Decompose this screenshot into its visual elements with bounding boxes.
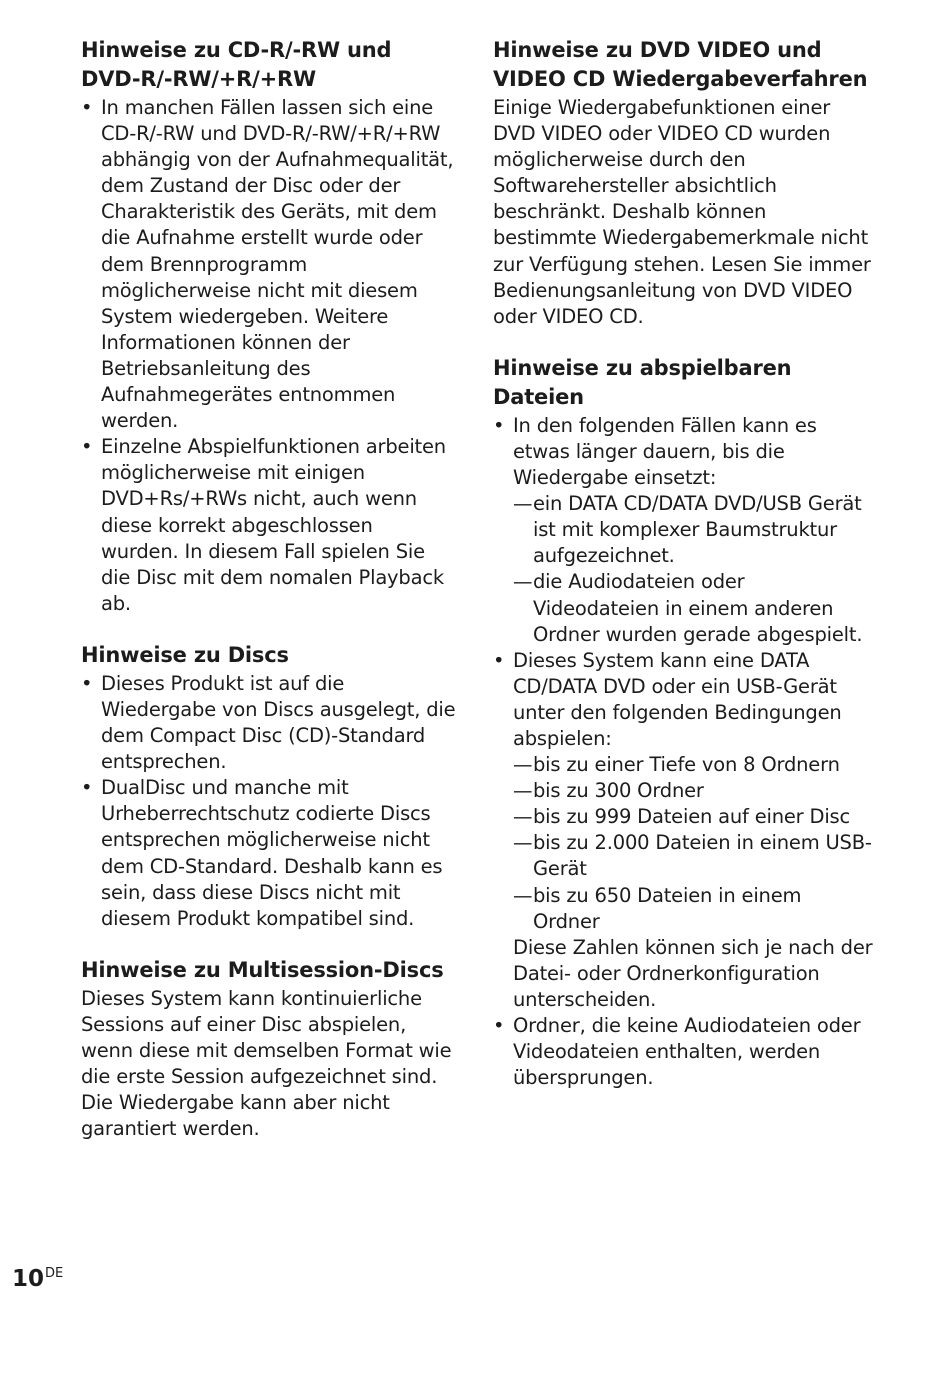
list-item-text: Dieses System kann eine DATA CD/DATA DVD oder ein USB-Gerät unter den folgenden Bedingungen abspielen: <box>513 648 842 750</box>
dash-item <box>513 778 873 804</box>
dash-item-text: bis zu 300 Ordner <box>533 779 704 803</box>
bullet-list <box>81 95 456 617</box>
dash-marker: — <box>513 753 533 777</box>
list-item-text: Dieses Produkt ist auf die Wiedergabe von Discs ausgelegt, die dem Compact Disc (CD)-Standard entsprechen. <box>101 671 456 774</box>
list-item-text: DualDisc und manche mit Urheberrechtschutz codierte Discs entsprechen möglicherweise nicht dem CD-Standard. Deshalb kann es sein, dass diese Discs nicht mit diesem Produkt kompatibel sind. <box>101 776 443 930</box>
dash-marker: — <box>513 883 533 907</box>
list-item <box>81 95 456 434</box>
left-column <box>81 36 456 1166</box>
bullet-marker: • <box>81 96 93 119</box>
section-discs <box>81 641 456 932</box>
bullet-marker: • <box>81 671 93 695</box>
bullet-marker: • <box>493 413 505 437</box>
list-item <box>81 775 456 932</box>
page-number-suffix: DE <box>45 1266 64 1281</box>
list-item-text: In manchen Fällen lassen sich eine CD-R/-RW und DVD-R/-RW/+R/+RW abhängig von der Aufnahmequalität, dem Zustand der Disc oder der Charakteristik des Geräts, mit dem die Aufnahme erstellt wurde oder dem Brennprogramm möglicherweise nicht mit diesem System wiedergeben. Weitere Informationen können der Betriebsanleitung des Aufnahmegerätes entnommen werden. <box>101 96 454 433</box>
section-multisession <box>81 956 456 1143</box>
dash-marker: — <box>513 779 533 803</box>
dash-item <box>513 830 873 882</box>
right-column <box>493 36 873 1115</box>
section-heading: Hinweise zu Discs <box>81 642 289 667</box>
list-item-text: Ordner, die keine Audiodateien oder Videodateien enthalten, werden übersprungen. <box>513 1014 861 1090</box>
dash-item-text: ein DATA CD/DATA DVD/USB Gerät ist mit komplexer Baumstruktur aufgezeichnet. <box>533 492 862 568</box>
dash-marker: — <box>513 570 533 594</box>
dash-item-text: bis zu einer Tiefe von 8 Ordnern <box>533 753 840 777</box>
section-heading: Hinweise zu CD-R/-RW und DVD-R/-RW/+R/+RW <box>81 38 392 91</box>
page-number-value: 10 <box>12 1266 45 1292</box>
dash-list <box>513 752 873 935</box>
list-item-text: Einzelne Abspielfunktionen arbeiten möglicherweise mit einigen DVD+Rs/+RWs nicht, auch wenn diese korrekt abgeschlossen wurden. In diesem Fall spielen Sie die Disc mit dem nomalen Playback ab. <box>101 435 446 615</box>
dash-item <box>513 491 873 569</box>
page-number <box>12 1266 63 1292</box>
dash-item <box>513 883 873 935</box>
dash-marker: — <box>513 492 533 516</box>
list-item <box>493 413 873 648</box>
bullet-list <box>493 413 873 1091</box>
dash-item-text: bis zu 650 Dateien in einem Ordner <box>533 883 802 933</box>
section-heading: Hinweise zu Multisession-Discs <box>81 957 444 982</box>
list-item-text: In den folgenden Fällen kann es etwas länger dauern, bis die Wiedergabe einsetzt: <box>513 413 817 490</box>
list-item <box>493 648 873 1013</box>
dash-marker: — <box>513 831 533 855</box>
dash-item-text: die Audiodateien oder Videodateien in einem anderen Ordner wurden gerade abgespielt. <box>533 570 863 646</box>
list-item <box>493 1013 873 1091</box>
section-playable-files <box>493 354 873 1091</box>
list-note: Diese Zahlen können sich je nach der Datei- oder Ordnerkonfiguration unterscheiden. <box>513 935 873 1011</box>
dash-item <box>513 752 873 778</box>
bullet-marker: • <box>493 1014 505 1037</box>
section-cdr-dvdr <box>81 36 456 617</box>
section-heading: Hinweise zu DVD VIDEO und VIDEO CD Wiedergabeverfahren <box>493 38 868 91</box>
bullet-marker: • <box>81 435 93 459</box>
dash-marker: — <box>513 805 533 829</box>
section-dvd-video <box>493 36 873 330</box>
section-paragraph: Einige Wiedergabefunktionen einer DVD VIDEO oder VIDEO CD wurden möglicherweise durch den Softwarehersteller absichtlich beschränkt. Deshalb können bestimmte Wiedergabemerkmale nicht zur Verfügung stehen. Lesen Sie immer Bedienungsanleitung von DVD VIDEO oder VIDEO CD. <box>493 96 871 328</box>
section-heading: Hinweise zu abspielbaren Dateien <box>493 355 792 409</box>
bullet-list <box>81 671 456 932</box>
bullet-marker: • <box>493 648 505 672</box>
dash-item-text: bis zu 999 Dateien auf einer Disc <box>533 805 851 829</box>
list-item <box>81 434 456 617</box>
section-paragraph: Dieses System kann kontinuierliche Sessions auf einer Disc abspielen, wenn diese mit demselben Format wie die erste Session aufgezeichnet sind. Die Wiedergabe kann aber nicht garantiert werden. <box>81 986 452 1141</box>
list-item <box>81 671 456 775</box>
dash-item <box>513 569 873 647</box>
dash-item <box>513 804 873 830</box>
dash-list <box>513 491 873 648</box>
dash-item-text: bis zu 2.000 Dateien in einem USB-Gerät <box>533 831 872 881</box>
bullet-marker: • <box>81 776 93 800</box>
